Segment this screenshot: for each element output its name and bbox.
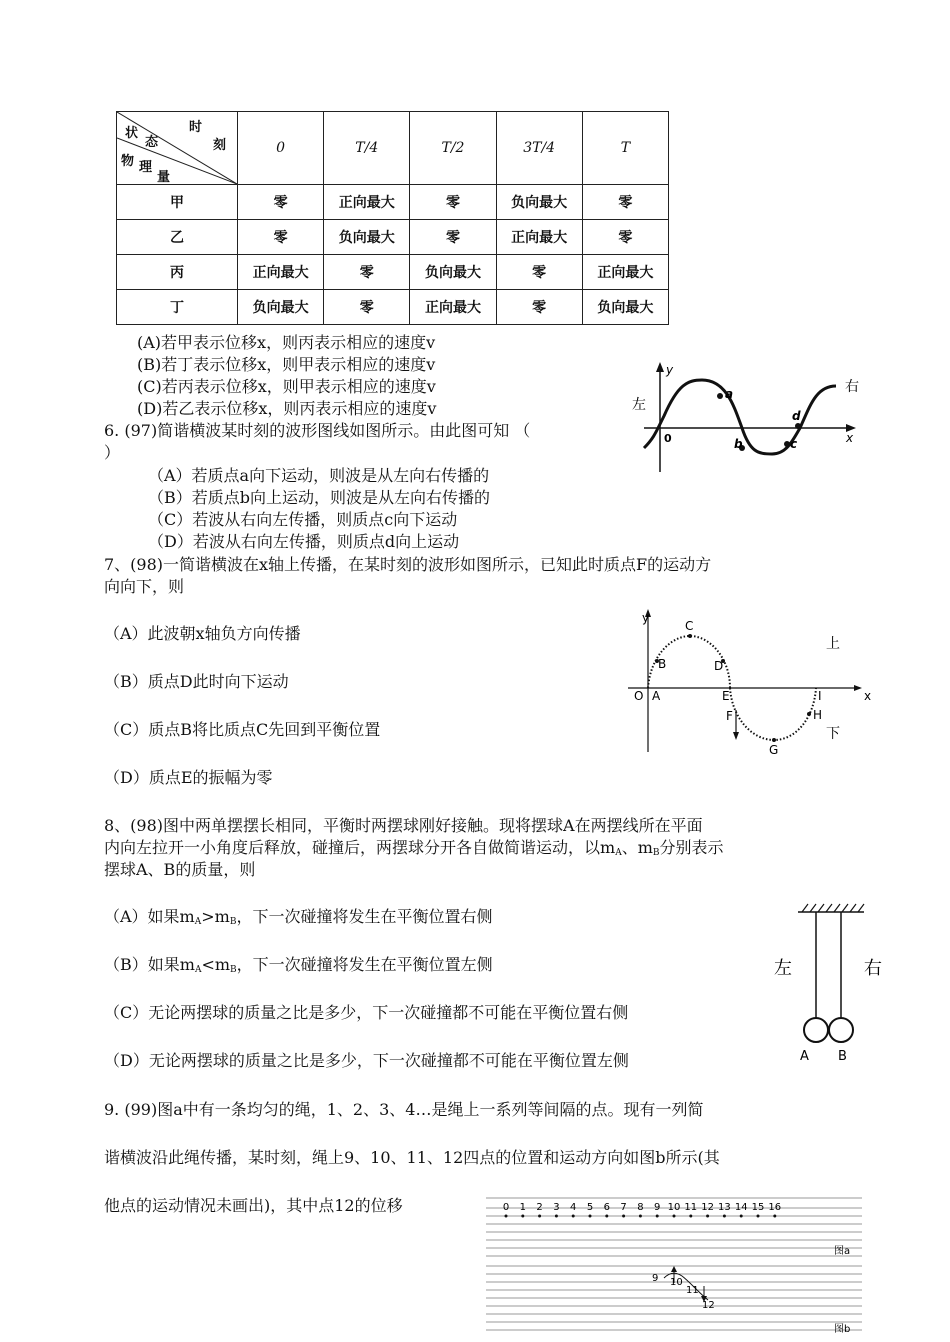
q8-option-a-pre: （A）如果m	[104, 907, 195, 926]
table-row	[117, 255, 669, 290]
q8-option-c: （C）无论两摆球的质量之比是多少，下一次碰撞都不可能在平衡位置右侧	[104, 1003, 629, 1022]
q8-stem-2-post: 分别表示	[659, 838, 724, 857]
q8-stem-2-mid: 、m	[621, 838, 653, 857]
q6-wave-figure	[630, 358, 870, 478]
q9-rope-number: 16	[768, 1202, 782, 1213]
q8-stem-1: 8、(98)图中两单摆摆长相同，平衡时两摆球刚好接触。现将摆球A在两摆线所在平面	[104, 816, 703, 835]
table-cell: 零	[324, 255, 410, 290]
q6-option-c: （C）若波从右向左传播，则质点c向下运动	[148, 510, 458, 529]
q9-rope-number: 14	[734, 1202, 748, 1213]
q7-option-d: （D）质点E的振幅为零	[104, 768, 273, 787]
row-label: 乙	[117, 220, 238, 255]
q9-rope-number: 8	[637, 1202, 644, 1213]
table-cell: 零	[410, 220, 496, 255]
row-label: 甲	[117, 185, 238, 220]
q9-rope-number: 2	[536, 1202, 543, 1213]
q8-option-b-sub-b: B	[230, 965, 237, 975]
q8-option-a-sub-a: A	[194, 917, 202, 927]
q5-option-b: (B)若丁表示位移x，则甲表示相应的速度v	[137, 355, 436, 374]
q7-point-g	[772, 738, 776, 742]
table-cell: 零	[582, 220, 668, 255]
table-cell: 零	[496, 290, 582, 325]
q5-option-a: (A)若甲表示位移x，则丙表示相应的速度v	[137, 333, 436, 352]
table-cell: 负向最大	[410, 255, 496, 290]
table-cell: 负向最大	[496, 185, 582, 220]
q8-ceiling-hatch	[802, 904, 864, 912]
q7-label-c: C	[685, 619, 694, 633]
q6-option-b: （B）若质点b向上运动，则波是从左向右传播的	[148, 488, 491, 507]
state-table	[116, 111, 669, 325]
q7-label-o: O	[634, 689, 644, 703]
q7-label-y: y	[642, 611, 650, 625]
q9-rope-number: 12	[701, 1202, 714, 1213]
table-row	[117, 220, 669, 255]
q9-rope-dot	[689, 1215, 692, 1218]
table-cell: 负向最大	[324, 220, 410, 255]
q8-label-b: B	[838, 1049, 847, 1064]
col-header-t4: T/4	[324, 112, 410, 185]
q9-rope-dot	[639, 1215, 642, 1218]
q9-rope-dot	[656, 1215, 659, 1218]
q9-rope-dot	[622, 1215, 625, 1218]
table-cell: 正向最大	[238, 255, 324, 290]
row-label: 丙	[117, 255, 238, 290]
q8-sub-b: B	[652, 848, 660, 858]
q9-label-fig-b: 图b	[834, 1324, 851, 1335]
q9-rope-number: 4	[570, 1202, 577, 1213]
q9-arrow-10-head	[671, 1266, 677, 1272]
q8-label-left: 左	[774, 958, 792, 979]
q8-option-a-sub-b: B	[229, 917, 237, 927]
q7-label-f: F	[726, 709, 733, 723]
q9-rope-figure	[484, 1188, 864, 1338]
q7-stem-1: 7、(98)一简谐横波在x轴上传播，在某时刻的波形如图所示，已知此时质点F的运动方	[104, 555, 712, 574]
q6-point-d	[795, 423, 801, 429]
corner-tai: 态	[145, 135, 159, 150]
q6-label-d: d	[792, 409, 801, 423]
corner-liang: 量	[157, 170, 171, 185]
q7-stem-2: 向向下，则	[104, 577, 185, 596]
q9-label-fig-a: 图a	[834, 1246, 851, 1257]
q8-sub-a: A	[615, 848, 622, 858]
q9-rope-dot	[673, 1215, 676, 1218]
table-cell: 零	[496, 255, 582, 290]
q9-rope-number: 10	[667, 1202, 681, 1213]
q9-rope-dot	[773, 1215, 776, 1218]
q9-rope-number: 0	[502, 1202, 510, 1213]
table-cell: 零	[410, 185, 496, 220]
q9-rope-dot	[706, 1215, 709, 1218]
q9-rope-dot	[538, 1215, 541, 1218]
q8-label-right: 右	[864, 958, 882, 979]
q8-option-b-sub-a: A	[194, 965, 202, 975]
corner-wu: 物	[121, 154, 135, 169]
q6-stem: 6. (97)简谐横波某时刻的波形图线如图所示。由此图可知 （	[104, 421, 531, 440]
q7-f-arrow-head	[733, 732, 739, 740]
table-cell: 零	[582, 185, 668, 220]
q6-label-o: 0	[664, 432, 672, 445]
q6-label-b: b	[734, 437, 743, 451]
q8-option-b-mid: <m	[201, 955, 231, 974]
col-header-0: 0	[238, 112, 324, 185]
q6-label-right: 右	[845, 379, 859, 395]
q7-label-e: E	[722, 689, 730, 703]
col-header-t: T	[582, 112, 668, 185]
q5-option-c: (C)若丙表示位移x，则甲表示相应的速度v	[137, 377, 436, 396]
table-cell: 正向最大	[496, 220, 582, 255]
table-cell: 正向最大	[410, 290, 496, 325]
q9-rope-number: 1	[519, 1202, 526, 1213]
col-header-t2: T/2	[410, 112, 496, 185]
q7-label-up: 上	[826, 636, 840, 652]
q9-rope-number: 11	[684, 1202, 698, 1213]
row-label: 丁	[117, 290, 238, 325]
q8-option-a-mid: >m	[201, 907, 230, 926]
q8-option-a-post: ，下一次碰撞将发生在平衡位置右侧	[236, 907, 493, 926]
q6-label-y: y	[666, 363, 674, 377]
q7-label-a: A	[652, 689, 661, 703]
q7-label-g: G	[769, 743, 779, 756]
q7-label-down: 下	[826, 726, 840, 742]
q9-grid-lines	[486, 1198, 862, 1330]
q7-option-b: （B）质点D此时向下运动	[104, 672, 289, 691]
q8-option-b-pre: （B）如果m	[104, 955, 195, 974]
q7-point-c	[688, 634, 692, 638]
table-corner-cell	[117, 112, 238, 185]
q8-option-b-post: ，下一次碰撞将发生在平衡位置左侧	[236, 955, 493, 974]
q9-point-9: 9	[652, 1273, 659, 1284]
q7-wave-trough	[730, 688, 816, 740]
q6-label-x: x	[846, 431, 854, 445]
q8-option-b	[104, 955, 493, 980]
q6-option-d: （D）若波从右向左传播，则质点d向上运动	[148, 532, 460, 551]
q8-stem-2-pre: 内向左拉开一小角度后释放，碰撞后，两摆球分开各自做简谐运动，以m	[104, 838, 616, 857]
q9-rope-number: 15	[751, 1202, 765, 1213]
q8-ball-a	[804, 1018, 828, 1042]
q7-label-d: D	[714, 659, 724, 673]
q7-label-b: B	[658, 657, 667, 671]
q9-rope-number: 9	[654, 1202, 661, 1213]
table-row	[117, 185, 669, 220]
col-header-3t4: 3T/4	[496, 112, 582, 185]
q9-rope-number: 13	[718, 1202, 731, 1213]
q9-rope-dot	[589, 1215, 592, 1218]
q6-stem-end: ）	[104, 443, 121, 462]
q9-rope-number: 6	[603, 1202, 610, 1213]
q9-rope-dot	[757, 1215, 760, 1218]
q9-rope-dot	[723, 1215, 726, 1218]
q8-option-d: （D）无论两摆球的质量之比是多少，下一次碰撞都不可能在平衡位置左侧	[104, 1051, 629, 1070]
q6-label-c: c	[790, 437, 798, 451]
q9-rope-number: 7	[620, 1202, 627, 1213]
q7-wave-figure	[626, 606, 876, 756]
q6-label-left: 左	[632, 397, 646, 413]
q9-rope-dot	[740, 1215, 743, 1218]
table-cell: 零	[238, 185, 324, 220]
q9-rope-dot	[505, 1215, 508, 1218]
q7-option-a: （A）此波朝x轴负方向传播	[104, 624, 301, 643]
q7-x-arrow	[854, 685, 862, 691]
q7-option-c: （C）质点B将比质点C先回到平衡位置	[104, 720, 381, 739]
corner-li: 理	[139, 160, 153, 175]
q7-label-h: H	[813, 708, 823, 722]
q9-point-12: 12	[702, 1300, 715, 1311]
q7-label-i: I	[818, 689, 822, 703]
table-cell: 零	[238, 220, 324, 255]
q9-line-2: 谐横波沿此绳传播，某时刻，绳上9、10、11、12四点的位置和运动方向如图b所示(其	[104, 1148, 720, 1167]
q5-option-d: (D)若乙表示位移x，则丙表示相应的速度v	[137, 399, 437, 418]
q9-rope-dot	[555, 1215, 558, 1218]
q9-rope-dot	[572, 1215, 575, 1218]
q8-label-a: A	[800, 1049, 809, 1064]
q8-pendulum-figure	[772, 898, 890, 1068]
table-cell: 正向最大	[324, 185, 410, 220]
q7-label-x: x	[864, 689, 872, 703]
q7-point-h	[807, 712, 811, 716]
table-cell: 负向最大	[238, 290, 324, 325]
q9-rope-numbers	[503, 1202, 781, 1213]
q6-option-a: （A）若质点a向下运动，则波是从左向右传播的	[148, 466, 490, 485]
q6-label-a: a	[725, 387, 734, 401]
q8-ball-b	[829, 1018, 853, 1042]
corner-zhuang: 状	[125, 126, 139, 141]
q9-rope-number: 5	[586, 1202, 594, 1213]
q9-point-10: 10	[670, 1277, 683, 1288]
table-cell: 负向最大	[582, 290, 668, 325]
q9-rope-dot	[521, 1215, 524, 1218]
q9-line-1: 9. (99)图a中有一条均匀的绳，1、2、3、4…是绳上一系列等间隔的点。现有一列简	[104, 1100, 704, 1119]
q8-stem-3: 摆球A、B的质量，则	[104, 860, 256, 879]
table-row	[117, 290, 669, 325]
q6-y-arrow	[656, 362, 664, 372]
q6-point-a	[717, 393, 723, 399]
q9-line-3: 他点的运动情况未画出)，其中点12的位移	[104, 1196, 403, 1215]
table-cell: 零	[324, 290, 410, 325]
q9-rope-dot	[605, 1215, 608, 1218]
q8-option-a	[104, 907, 492, 932]
corner-shi: 时	[189, 120, 203, 135]
q9-point-11: 11	[686, 1285, 699, 1296]
corner-ke: 刻	[213, 138, 227, 153]
table-cell: 正向最大	[582, 255, 668, 290]
q9-rope-number: 3	[553, 1202, 560, 1213]
